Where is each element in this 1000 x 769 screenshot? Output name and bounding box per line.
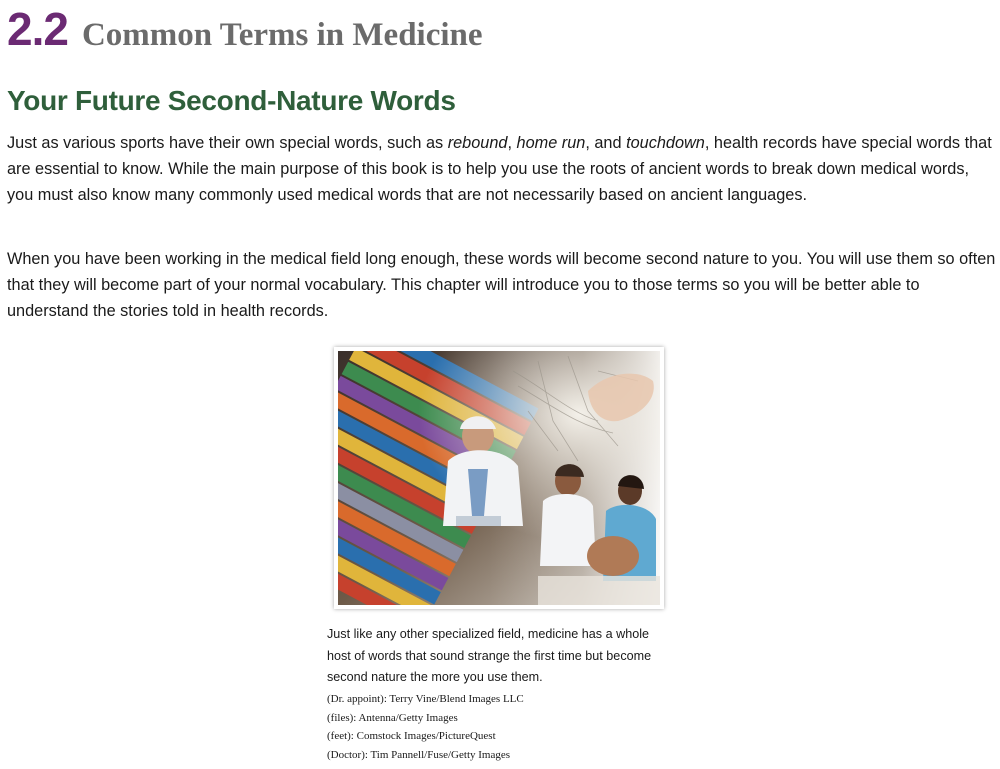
section-title: Common Terms in Medicine [81, 17, 483, 53]
figure-caption: Just like any other specialized field, medicine has a whole host of words that sound strange the first time but become second nature the more you use them. [327, 627, 652, 684]
credit-line: (Dr. appoint): Terry Vine/Blend Images LLC [327, 693, 524, 705]
paragraph-text: Just as various sports have their own special words, such as [7, 134, 448, 152]
image-credits [327, 690, 667, 764]
term-touchdown: touchdown [626, 134, 705, 152]
section-number: 2.2 [7, 3, 68, 55]
paragraph-text: , health records have special words that are essential to know. While the main purpose of this book is to help you use the roots of ancient words to break down medical words, you must also know many commonly used medical words that are not necessarily based on ancient languages. [7, 134, 992, 204]
intro-paragraph [7, 130, 997, 208]
separator: , and [585, 134, 627, 152]
medical-collage-image [334, 347, 664, 609]
second-paragraph: When you have been working in the medical field long enough, these words will become second nature to you. You will use them so often that they will become part of your normal vocabulary. This chapter will introduce you to those terms so you will be better able to understand the stories told in health records. [7, 250, 996, 320]
term-rebound: rebound [447, 134, 508, 152]
collage-illustration [338, 351, 660, 605]
credit-line: (Doctor): Tim Pannell/Fuse/Getty Images [327, 748, 511, 761]
separator: , [507, 134, 517, 152]
credit-line: (feet): Comstock Images/PictureQuest [327, 730, 496, 742]
credit-line: (files): Antenna/Getty Images [327, 711, 458, 724]
subheading: Your Future Second-Nature Words [7, 85, 456, 116]
term-home-run: home run [516, 134, 586, 152]
section-heading [7, 2, 483, 58]
